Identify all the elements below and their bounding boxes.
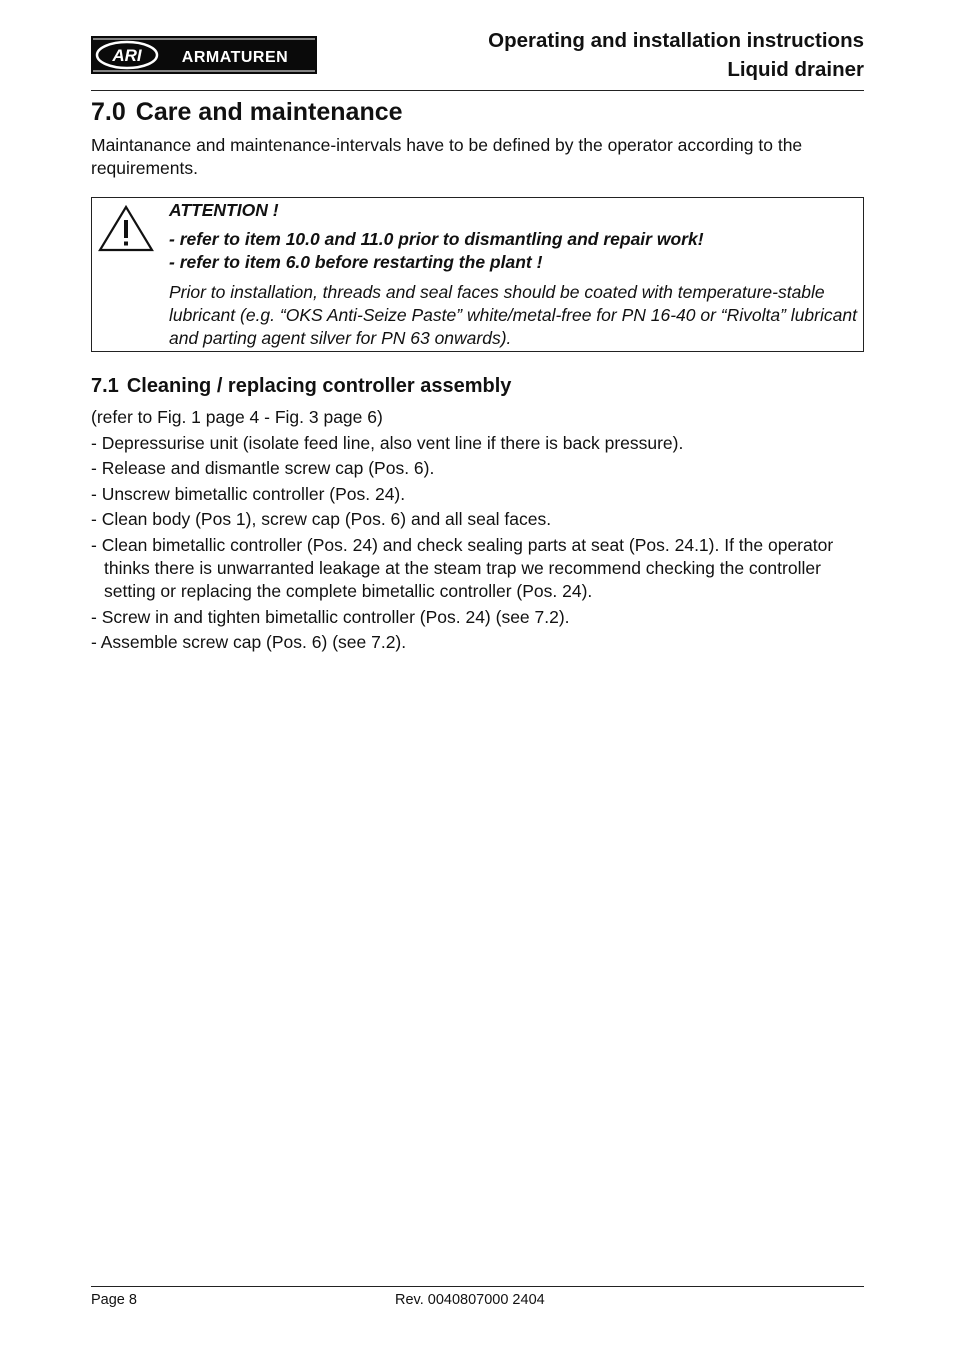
header-divider <box>91 90 864 91</box>
document-header-title <box>488 26 864 84</box>
ari-armaturen-logo <box>91 36 317 74</box>
list-item: - Clean bimetallic controller (Pos. 24) and check sealing parts at seat (Pos. 24.1). If the operator thinks there is unwarranted leakage at the steam trap we recommend checking the controller setting or replacing the complete bimetallic controller (Pos. 24). <box>91 534 834 601</box>
section-number: 7.0 <box>91 98 126 126</box>
maintenance-steps <box>91 432 864 655</box>
subsection-body <box>91 406 864 657</box>
subsection-title: Cleaning / replacing controller assembly <box>126 375 512 397</box>
footer-page-number: Page 8 <box>91 1292 137 1308</box>
footer-revision: Rev. 0040807000 2404 <box>395 1292 545 1308</box>
list-item: - Release and dismantle screw cap (Pos. 6). <box>91 458 435 479</box>
subsection-heading <box>91 372 511 400</box>
attention-note: Prior to installation, threads and seal faces should be coated with temperature-stable lubricant (e.g. “OKS Anti-Seize Paste” white/metal-free for PN 16-40 or “Rivolta” lubricant and parting agent silver for PN 63 onwards). <box>169 282 857 348</box>
attention-reference-2: - refer to item 6.0 before restarting the plant ! <box>169 252 543 272</box>
header-title-line2: Liquid drainer <box>727 58 864 81</box>
figure-reference: (refer to Fig. 1 page 4 - Fig. 3 page 6) <box>91 407 383 427</box>
logo-ari-text: ARI <box>112 46 142 65</box>
section-intro: Maintanance and maintenance-intervals have to be defined by the operator according to the requirements. <box>91 135 803 178</box>
section-title: Care and maintenance <box>135 98 403 126</box>
attention-box <box>91 197 864 352</box>
section-heading <box>91 96 403 128</box>
attention-title: ATTENTION ! <box>169 200 279 220</box>
warning-triangle-icon <box>97 204 155 252</box>
document-page <box>91 0 864 1351</box>
attention-reference-1: - refer to item 10.0 and 11.0 prior to dismantling and repair work! <box>169 229 704 249</box>
subsection-number: 7.1 <box>91 375 119 397</box>
footer-divider <box>91 1286 864 1287</box>
list-item: - Clean body (Pos 1), screw cap (Pos. 6) and all seal faces. <box>91 509 552 530</box>
logo-brand-text: ARMATUREN <box>181 49 289 66</box>
list-item: - Unscrew bimetallic controller (Pos. 24). <box>91 483 406 504</box>
list-item: - Screw in and tighten bimetallic controller (Pos. 24) (see 7.2). <box>91 606 570 627</box>
list-item: - Assemble screw cap (Pos. 6) (see 7.2). <box>91 632 407 653</box>
list-item: - Depressurise unit (isolate feed line, also vent line if there is back pressure). <box>91 432 684 453</box>
header-title-line1: Operating and installation instructions <box>488 29 864 52</box>
